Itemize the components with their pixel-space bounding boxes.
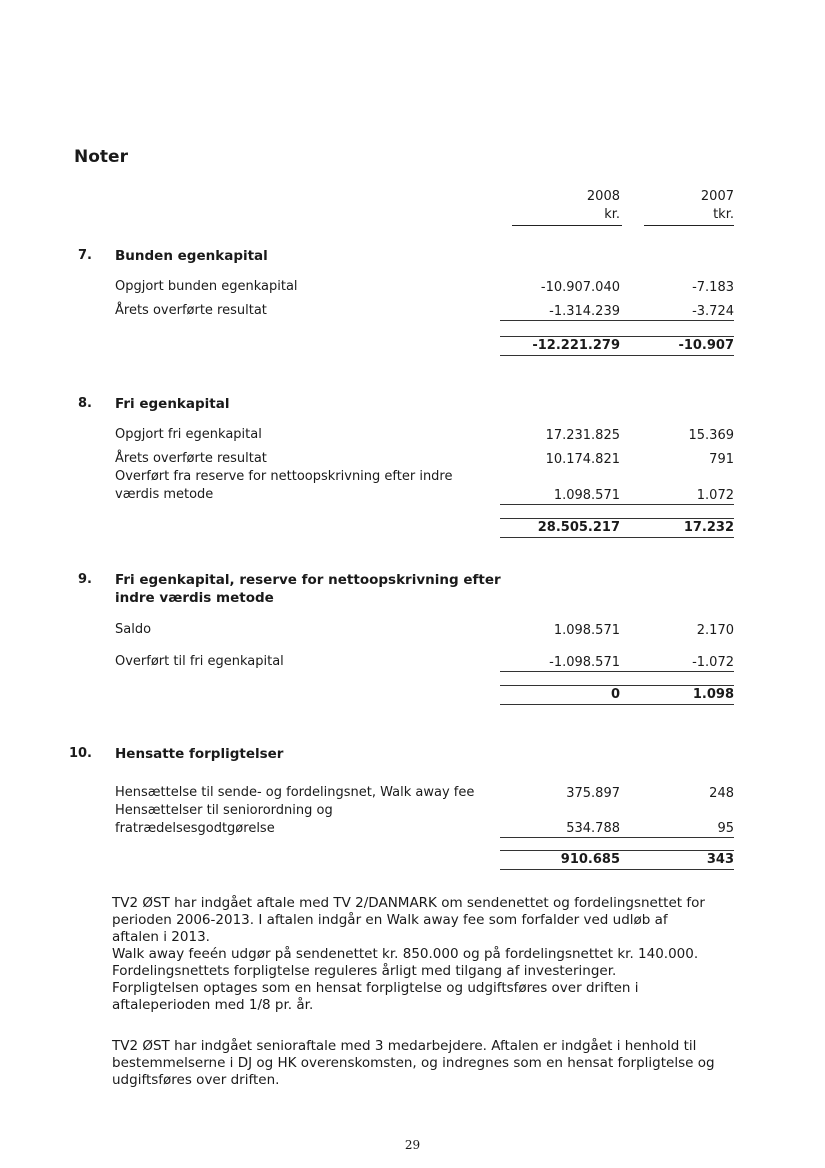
paragraph-line: aftalen i 2013. bbox=[112, 929, 210, 945]
column-header-2007-year: 2007 bbox=[700, 189, 734, 204]
total-2007: 1.098 bbox=[614, 685, 734, 705]
value-2007: 95 bbox=[614, 821, 734, 838]
value-2008: 375.897 bbox=[566, 786, 620, 801]
row-label-continued: fratrædelsesgodtgørelse bbox=[115, 821, 275, 836]
value-2007: -7.183 bbox=[692, 280, 734, 295]
note-title-continued: indre værdis metode bbox=[115, 590, 274, 606]
page-title: Noter bbox=[74, 147, 128, 167]
row-label: Saldo bbox=[115, 622, 152, 637]
note-number: 9. bbox=[78, 572, 92, 587]
total-2008: 0 bbox=[500, 685, 620, 705]
value-2008: 1.098.571 bbox=[553, 623, 620, 638]
paragraph-line: Forpligtelsen optages som en hensat forpligtelse og udgiftsføres over driften i bbox=[112, 980, 639, 996]
paragraph-line: Walk away feeén udgør på sendenettet kr. 850.000 og på fordelingsnettet kr. 140.000. bbox=[112, 946, 699, 962]
note-number: 7. bbox=[78, 248, 92, 263]
paragraph-line: aftaleperioden med 1/8 pr. år. bbox=[112, 997, 314, 1013]
note-paragraph bbox=[112, 895, 742, 1014]
value-2008: -10.907.040 bbox=[540, 280, 620, 295]
total-2008: -12.221.279 bbox=[500, 336, 620, 356]
paragraph-line: TV2 ØST har indgået senioraftale med 3 medarbejdere. Aftalen er indgået i henhold til bbox=[112, 1038, 697, 1054]
column-header-2008-unit: kr. bbox=[604, 207, 620, 222]
note-number: 8. bbox=[78, 396, 92, 411]
row-label: Årets overførte resultat bbox=[115, 451, 267, 466]
value-2007: 791 bbox=[709, 452, 734, 467]
total-2007: -10.907 bbox=[614, 336, 734, 356]
paragraph-line: perioden 2006-2013. I aftalen indgår en Walk away fee som forfalder ved udløb af bbox=[112, 912, 668, 928]
total-2008: 28.505.217 bbox=[500, 518, 620, 538]
value-2008: -1.314.239 bbox=[500, 304, 620, 321]
value-2008: -1.098.571 bbox=[500, 655, 620, 672]
column-header-2008-year: 2008 bbox=[586, 189, 620, 204]
row-label: Hensættelser til seniorordning og bbox=[115, 803, 333, 818]
total-2008: 910.685 bbox=[500, 850, 620, 870]
column-header-2007-unit: tkr. bbox=[713, 207, 734, 222]
value-2008: 534.788 bbox=[500, 821, 620, 838]
paragraph-line: TV2 ØST har indgået aftale med TV 2/DANMARK om sendenettet og fordelingsnettet for bbox=[112, 895, 705, 911]
value-2007: -3.724 bbox=[614, 304, 734, 321]
paragraph-line: udgiftsføres over driften. bbox=[112, 1072, 280, 1088]
value-2008: 10.174.821 bbox=[545, 452, 620, 467]
value-2007: 15.369 bbox=[688, 428, 734, 443]
note-title: Fri egenkapital, reserve for nettoopskrivning efter bbox=[115, 572, 501, 588]
row-label: Opgjort bunden egenkapital bbox=[115, 279, 298, 294]
note-number: 10. bbox=[68, 746, 92, 761]
value-2007: -1.072 bbox=[614, 655, 734, 672]
note-title: Bunden egenkapital bbox=[115, 248, 268, 264]
column-header-rule-2008 bbox=[512, 225, 622, 226]
paragraph-line: Fordelingsnettets forpligtelse reguleres årligt med tilgang af investeringer. bbox=[112, 963, 617, 979]
value-2008: 1.098.571 bbox=[500, 488, 620, 505]
row-label: Opgjort fri egenkapital bbox=[115, 427, 262, 442]
note-paragraph bbox=[112, 1038, 742, 1089]
page-number: 29 bbox=[404, 1138, 421, 1152]
value-2007: 2.170 bbox=[696, 623, 734, 638]
total-2007: 17.232 bbox=[614, 518, 734, 538]
column-header-rule-2007 bbox=[644, 225, 734, 226]
value-2007: 248 bbox=[709, 786, 734, 801]
note-title: Hensatte forpligtelser bbox=[115, 746, 284, 762]
row-label: Hensættelse til sende- og fordelingsnet, Walk away fee bbox=[115, 785, 475, 800]
row-label: Overført til fri egenkapital bbox=[115, 654, 284, 669]
value-2008: 17.231.825 bbox=[545, 428, 620, 443]
row-label: Overført fra reserve for nettoopskrivning efter indre bbox=[115, 469, 453, 484]
total-2007: 343 bbox=[614, 850, 734, 870]
row-label: Årets overførte resultat bbox=[115, 303, 267, 318]
note-title: Fri egenkapital bbox=[115, 396, 230, 412]
row-label-continued: værdis metode bbox=[115, 487, 214, 502]
paragraph-line: bestemmelserne i DJ og HK overenskomsten, og indregnes som en hensat forpligtelse og bbox=[112, 1055, 715, 1071]
value-2007: 1.072 bbox=[614, 488, 734, 505]
